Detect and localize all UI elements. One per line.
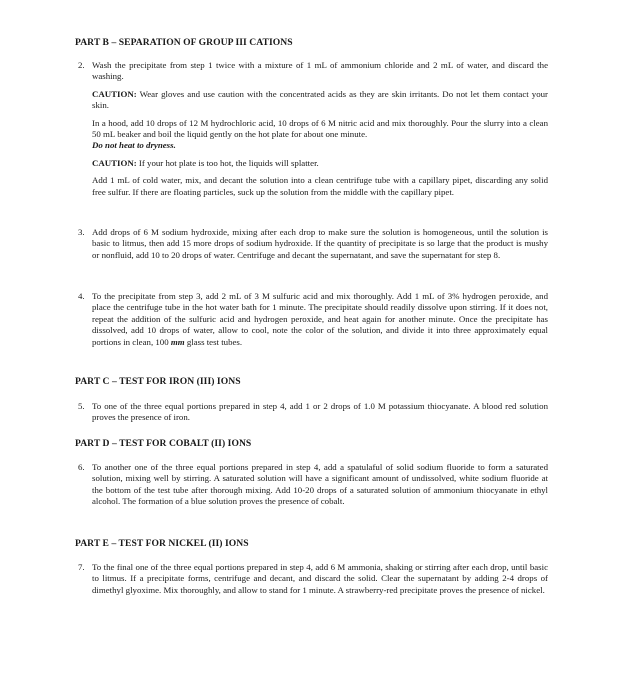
step-5	[78, 401, 548, 424]
part-d-heading: PART D – TEST FOR COBALT (II) IONS	[75, 438, 252, 449]
step-3-number: 3.	[78, 227, 85, 237]
step-5-number: 5.	[78, 401, 85, 411]
part-e-heading: PART E – TEST FOR NICKEL (II) IONS	[75, 538, 249, 549]
step-2-paragraph-2	[92, 118, 548, 152]
step-2-number: 2.	[78, 60, 85, 70]
step-4-number: 4.	[78, 291, 85, 301]
step-4	[78, 291, 548, 348]
step-6-number: 6.	[78, 462, 85, 472]
step-4-unit-emphasis: mm	[170, 336, 185, 347]
step-2-caution-2	[92, 158, 548, 169]
step-7-text: To the final one of the three equal portions prepared in step 4, add 6 M ammonia, shaking or stirring after each drop, until basic to litmus. If a precipitate forms, centrifuge and decant, and discard the solid. Clear the supernatant by adding 2-4 drops of dimethyl glyoxime. Mix thoroughly, and allow to stand for 1 minute. A strawberry-red precipitate proves the presence of nickel.	[92, 562, 548, 595]
step-4-text-main: To the precipitate from step 3, add 2 mL of 3 M sulfuric acid and mix thoroughly. Add 1 mL of 3% hydrogen peroxide, and place the centrifuge tube in the hot water bath for 1 minute. The precipitate should readily dissolve upon stirring. If it does not, repeat the addition of the sulfuric acid and hydrogen peroxide, and heat again for another minute. Once the precipitate has dissolved, add 10 drops of water, allow to cool, note the color of the solution, and divide it into three approximately equal portions in clean, 100	[92, 291, 548, 347]
step-4-text-end: glass test tubes.	[184, 336, 243, 347]
part-c-heading: PART C – TEST FOR IRON (III) IONS	[75, 376, 241, 387]
do-not-heat-warning: Do not heat to dryness.	[92, 140, 176, 151]
caution-text: Wear gloves and use caution with the concentrated acids as they are skin irritants. Do not let them contact your skin.	[92, 88, 548, 111]
caution-label: CAUTION:	[92, 88, 137, 99]
step-2	[78, 60, 548, 198]
step-6	[78, 462, 548, 508]
part-b-heading: PART B – SEPARATION OF GROUP III CATIONS	[75, 37, 293, 48]
step-4-text	[92, 291, 548, 348]
step-2-caution-1	[92, 89, 548, 112]
step-7	[78, 562, 548, 596]
step-2-paragraph-3: Add 1 mL of cold water, mix, and decant the solution into a clean centrifuge tube with a capillary pipet, discarding any solid free sulfur. If there are floating particles, suck up the solution from the middle with the capillary pipet.	[92, 175, 548, 197]
step-7-number: 7.	[78, 562, 85, 572]
step-3	[78, 227, 548, 261]
step-3-text: Add drops of 6 M sodium hydroxide, mixing after each drop to make sure the solution is homogeneous, until the solution is basic to litmus, then add 15 more drops of sodium hydroxide. If the quantity of precipitate is so large that the product is mushy or nonfluid, add 10 to 20 drops of water. Centrifuge and decant the supernatant, and save the supernatant for step 8.	[92, 227, 548, 260]
step-6-text: To another one of the three equal portions prepared in step 4, add a spatulaful of solid sodium fluoride to form a saturated solution, mixing well by stirring. A saturated solution will have a significant amount of undissolved, white sodium fluoride at the bottom of the test tube after thorough mixing. Add 10-20 drops of a saturated solution of ammonium thiocyanate in ethyl alcohol. The formation of a blue solution proves the presence of cobalt.	[92, 462, 548, 507]
step-5-text: To one of the three equal portions prepared in step 4, add 1 or 2 drops of 1.0 M potassium thiocyanate. A blood red solution proves the presence of iron.	[92, 401, 548, 423]
caution-label: CAUTION:	[92, 157, 137, 168]
step-2-paragraph-2-text: In a hood, add 10 drops of 12 M hydrochloric acid, 10 drops of 6 M nitric acid and mix thoroughly. Pour the slurry into a clean 50 mL beaker and boil the liquid gently on the hot plate for about one minute.	[92, 117, 548, 140]
step-2-paragraph-1: Wash the precipitate from step 1 twice with a mixture of 1 mL of ammonium chloride and 2 mL of water, and discard the washing.	[92, 60, 548, 82]
caution-text: If your hot plate is too hot, the liquids will splatter.	[136, 157, 319, 168]
